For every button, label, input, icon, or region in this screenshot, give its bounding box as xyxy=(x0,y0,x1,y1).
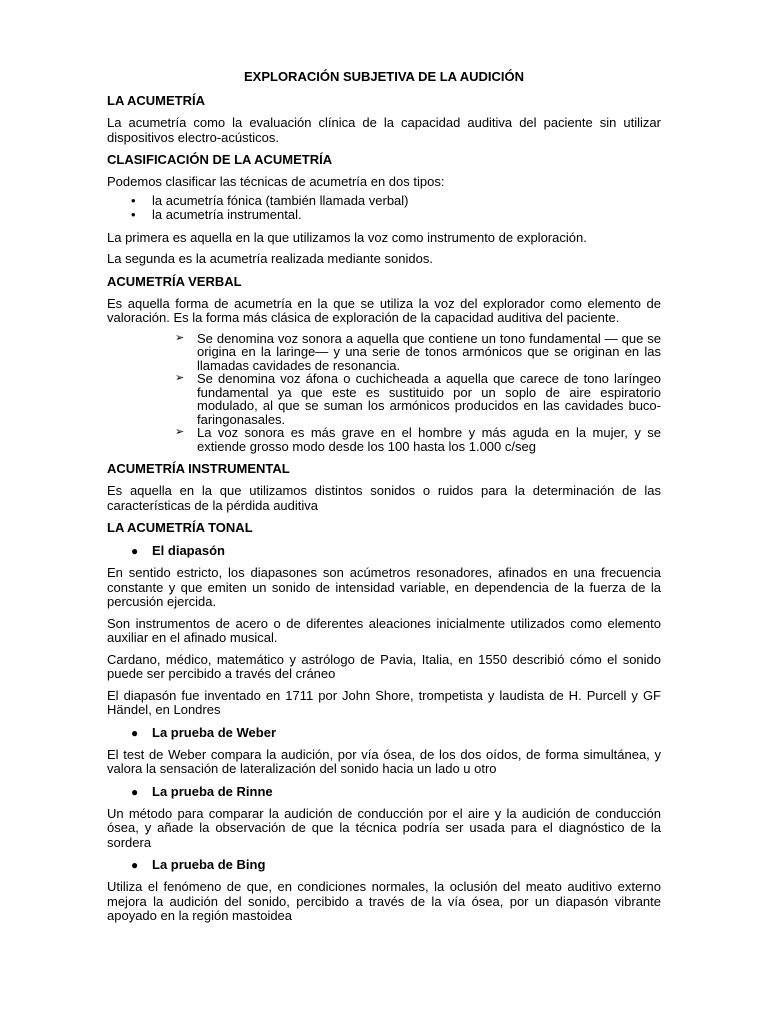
paragraph-diapason-1: En sentido estricto, los diapasones son acúmetros resonadores, afinados en una frecuencia constante y que emiten un sonido de intensidad variable, en dependencia de la fuerza de la percusión ejercida. xyxy=(107,565,661,609)
arrow-bullet-icon: ➢ xyxy=(175,331,185,344)
paragraph-diapason-4: El diapasón fue inventado en 1711 por John Shore, trompetista y laudista de H. Purcell y GF Händel, en Londres xyxy=(107,687,661,717)
heading-instrumental: ACUMETRÍA INSTRUMENTAL xyxy=(107,461,290,476)
heading-clasificacion: CLASIFICACIÓN DE LA ACUMETRÍA xyxy=(107,152,333,167)
subheading-text: La prueba de Weber xyxy=(152,724,277,740)
paragraph-verbal: Es aquella forma de acumetría en la que se utiliza la voz del explorador como elemento de valoración. Es la forma más clásica de exploración de la capacidad auditiva del paciente. xyxy=(107,295,661,325)
bullet-icon: ● xyxy=(131,858,139,872)
paragraph-segunda: La segunda es la acumetría realizada mediante sonidos. xyxy=(107,251,433,266)
list-item-text: Se denomina voz sonora a aquella que contiene un tono fundamental — que se origina en la laringe— y una serie de tonos armónicos que se originan en las llamadas cavidades de resonancia. xyxy=(197,330,661,373)
paragraph-acumetria: La acumetría como la evaluación clínica de la capacidad auditiva del paciente sin utilizar dispositivos electro-acústicos. xyxy=(107,115,661,145)
heading-acumetria: LA ACUMETRÍA xyxy=(107,93,205,108)
heading-verbal: ACUMETRÍA VERBAL xyxy=(107,273,242,289)
list-item xyxy=(175,372,661,426)
bullet-icon: ● xyxy=(131,544,139,558)
subheading-bing xyxy=(131,857,661,873)
subheading-text: La prueba de Rinne xyxy=(152,783,273,799)
subheading-weber xyxy=(131,725,661,741)
tipos-list xyxy=(131,194,661,223)
paragraph-bing: Utiliza el fenómeno de que, en condiciones normales, la oclusión del meato auditivo externo mejora la audición del sonido, percibido a través de la vía ósea, por un diapasón vibrante apoyado en la región mastoidea xyxy=(107,879,661,923)
paragraph-clasificacion: Podemos clasificar las técnicas de acumetría en dos tipos: xyxy=(107,174,445,189)
list-item: • la acumetría fónica (también llamada verbal) xyxy=(131,194,661,209)
list-item xyxy=(175,426,661,453)
paragraph-rinne: Un método para comparar la audición de conducción por el aire y la audición de conducción ósea, y añade la observación de que la técnica podría ser usada para el diagnóstico de la sordera xyxy=(107,805,661,850)
arrow-bullet-icon: ➢ xyxy=(175,372,185,384)
arrow-bullet-icon: ➢ xyxy=(175,426,185,438)
list-item: • la acumetría instrumental. xyxy=(131,208,661,223)
bullet-icon: ● xyxy=(131,725,139,740)
verbal-list xyxy=(175,332,661,454)
paragraph-primera: La primera es aquella en la que utilizamos la voz como instrumento de exploración. xyxy=(107,229,587,245)
paragraph-diapason-2: Son instrumentos de acero o de diferentes aleaciones inicialmente utilizados como elemento auxiliar en el afinado musical. xyxy=(107,615,661,645)
heading-tonal: LA ACUMETRÍA TONAL xyxy=(107,520,253,535)
list-item xyxy=(175,332,661,373)
paragraph-weber: El test de Weber compara la audición, por vía ósea, de los dos oídos, de forma simultánea, y valora la sensación de lateralización del sonido hacia un lado u otro xyxy=(107,746,661,776)
list-item-text: La voz sonora es más grave en el hombre y más aguda en la mujer, y se extiende grosso modo desde los 100 hasta los 1.000 c/seg xyxy=(197,425,661,454)
subheading-text: La prueba de Bing xyxy=(152,857,266,872)
list-item-text: Se denomina voz áfona o cuchicheada a aquella que carece de tono laríngeo fundamental ya que este es sustituido por un soplo de aire espiratorio modulado, al que se suman los armónicos producidos en las cavidades buco-faringonasales. xyxy=(197,371,661,427)
subheading-text: El diapasón xyxy=(152,543,225,558)
paragraph-diapason-3: Cardano, médico, matemático y astrólogo de Pavia, Italia, en 1550 describió cómo el sonido puede ser percibido a través del cráneo xyxy=(107,651,661,681)
paragraph-instrumental: Es aquella en la que utilizamos distintos sonidos o ruidos para la determinación de las características de la pérdida auditiva xyxy=(107,483,661,513)
bullet-icon: ● xyxy=(131,784,139,799)
document-title: EXPLORACIÓN SUBJETIVA DE LA AUDICIÓN xyxy=(243,69,524,84)
subheading-diapason xyxy=(131,543,661,559)
subheading-rinne xyxy=(131,784,661,800)
